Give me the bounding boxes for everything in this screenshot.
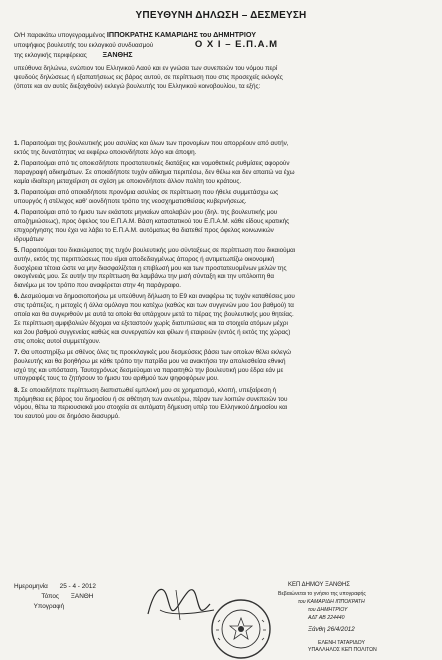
paragraph-line <box>14 227 430 236</box>
paragraph-line <box>14 160 430 169</box>
paragraph-text: πρόμηθεια εις βάρος του δημοσίου ή σε αθέτηση των ανωτέρω, πέραν των λοιπών συνεπειών του <box>14 395 288 403</box>
paragraph-text: Παραιτούμαι της βουλευτικής μου ασυλίας και όλων των προνομίων που απορρέουν από αυτήν, <box>21 140 289 147</box>
paragraph-line <box>14 247 430 256</box>
paragraph-line <box>14 265 430 274</box>
paragraph-text: και 2ου βαθμού συγγενείας καθώς και συνεργατών και φίλων ή εταιρειών (εντός ή εκτός της χώρας) <box>14 328 291 336</box>
paragraph-text: Παραιτούμαι από τις οποιεσδήποτε προστατευτικές διατάξεις και νομοθετικές ρυθμίσεις αφορούν <box>21 160 290 168</box>
signature-label: Υπογραφή <box>33 603 64 610</box>
paragraph-line <box>14 189 430 198</box>
paragraph-text: στις οποίες αυτοί συμμετέχουν. <box>14 337 101 345</box>
paragraph-line <box>14 329 430 338</box>
paragraph <box>14 160 430 187</box>
paragraph-line <box>14 404 430 413</box>
paragraph-text: οικογένειάς μου. Σε αυτήν την περίπτωση θα λαμβάνω την μισή σύνταξη και την υπόλοιπη θα <box>14 273 275 281</box>
stamp-officer: ΕΛΕΝΗ ΤΑΤΑΡΙΔΟΥ <box>318 640 365 646</box>
paragraph-text: Σε περίπτωση αμφιβολιών δέχομαι να εξεταστούν χωρίς διατυπώσεις και τα στοιχεία ατόμων μέχρι <box>14 319 288 327</box>
paragraph-line <box>14 367 430 376</box>
paragraph-number: 7. <box>14 348 20 356</box>
declarant-name: ΙΠΠΟΚΡΑΤΗΣ ΚΑΜΑΡΙΔΗΣ του ΔΗΜΗΤΡΙΟΥ <box>106 30 257 39</box>
paragraph-line <box>14 311 430 320</box>
paragraph-text: Παραιτούμαι του δικαιώματος της τυχόν βουλευτικής μου σύνταξεως σε περίπτωση που δικαιούμαι <box>21 246 296 254</box>
paragraph-text: αποζημιώσεως), προς όφελος του Ε.Π.Α.Μ. Βάση καταστατικού του Ε.Π.Α.Μ. κάθε είδους κρατικής <box>14 217 290 225</box>
paragraph <box>14 189 430 207</box>
paragraph-line <box>14 256 430 265</box>
paragraph-text: Παραιτούμαι από οποιαδήποτε προνόμια ασυλίας σε περίπτωση που ήθελε συμμετάσχω ως <box>21 189 279 196</box>
signature-row <box>14 602 96 612</box>
intro-line-5: ψευδούς δηλώσεως ή εξαπατήσεως εις βάρος αυτού, σε περίπτωση που στις προσεχείς εκλογές <box>14 73 283 81</box>
paragraph-number: 5. <box>14 246 20 254</box>
paragraph-line <box>14 169 430 178</box>
intro-line-3 <box>14 50 430 60</box>
electoral-region: ΞΑΝΘΗΣ <box>102 50 133 60</box>
paragraph-number: 6. <box>14 293 20 301</box>
paragraph-text: υπογραφές τους το ζητήσουν το ήμισυ του αριθμού των ψηφοφόρων μου. <box>14 375 219 383</box>
paragraph-text: βουλευτής και θα βοηθήσω με κάθε τρόπο την πατρίδα μου να ανακτήσει την απολεσθείσα εθνική <box>14 357 286 365</box>
intro-text: υποψήφιος βουλευτής του εκλογικού συνδυασμού <box>14 42 154 50</box>
authentication-stamp <box>268 582 428 656</box>
paragraph-line <box>14 358 430 367</box>
paragraph-number: 8. <box>14 386 20 394</box>
intro-line-1 <box>14 30 430 40</box>
paragraph-text: διανέμω με τον τρόπο που αναφέρεται στην 4η παράγραφο. <box>14 282 181 290</box>
place-value: ΞΑΝΘΗ <box>70 593 94 600</box>
paragraph-text: υπουργός ή στέλεχος καθ' οιονδήποτε τρόπο της νεοσχηματισθείσας κυβερνήσεως. <box>14 197 247 205</box>
paragraph-text: Σε οποιαδήποτε περίπτωση διαπιστωθεί εμπλοκή μου σε χρηματισμό, κλοπή, υπεξαίρεση ή <box>21 386 277 394</box>
paragraph-text: αυτήν, εκτός της περιπτώσεως που είμαι αποδεδειγμένως άπορος ή αντιμετωπίζω οικονομική <box>14 255 275 263</box>
place-row <box>14 592 96 602</box>
date-value: 25 - 4 - 2012 <box>59 583 96 590</box>
paragraph <box>14 209 430 244</box>
intro-block <box>14 30 430 91</box>
stamp-father: του ΔΗΜΗΤΡΙΟΥ <box>308 607 348 613</box>
stamp-id: ΑΔΤ ΑΒ 224440 <box>308 615 345 621</box>
paragraph-number: 4. <box>14 209 20 217</box>
paragraph-text: Θα υποστηρίξω με σθένος όλες τις προεκλογικές μου δεσμεύσεις βάσει των οποίων θέλει εκλεγώ <box>21 348 292 356</box>
municipality-seal-icon <box>210 598 272 660</box>
paragraph-line <box>14 413 430 422</box>
paragraph-text: Δεσμεύομαι να δημοσιοποιήσω με υπεύθυνη δήλωση το Ε9 και αναφέρω τις τυχόν καταθέσεις μου <box>20 293 295 301</box>
paragraph-line <box>14 178 430 187</box>
handwritten-signature <box>140 570 220 630</box>
paragraph-line <box>14 236 430 245</box>
date-label: Ημερομηνία <box>14 583 48 590</box>
paragraph-line <box>14 293 430 302</box>
paragraph-line <box>14 218 430 227</box>
paragraph-text: καμία ιδιαίτερη μεταχείριση σε σχέση με οποιονδήποτε άλλον πολίτη του κράτους. <box>14 177 242 185</box>
paragraph-number: 1. <box>14 140 20 147</box>
paragraph-text: δυσχέρεια τέτοια ώστε να μην διασφαλίζεται η επιβίωσή μου και των προστατευομένων μελών της <box>14 264 287 272</box>
paragraph-text: στις τράπεζες, η μετοχές ή άλλα ομόλογα που κατέχω (καθώς και των συγγενών μου 1ου βαθμού) τα <box>14 302 294 310</box>
stamp-person: του ΚΑΜΑΡΙΔΗ ΙΠΠΟΚΡΑΤΗ <box>298 599 365 605</box>
paragraph-text: νόμου, θέτω τα περιουσιακά μου στοιχεία σε αυτόματη δήμευση υπέρ του Ελληνικού Δημοσίου και <box>14 404 288 412</box>
stamp-date: Ξάνθη 26/4/2012 <box>308 626 355 633</box>
paragraph-text: του εαυτού μου σε δημόσιο διασυρμό. <box>14 413 120 421</box>
paragraph <box>14 293 430 346</box>
paragraph <box>14 140 430 158</box>
stamp-role: ΥΠΑΛΛΗΛΟΣ ΚΕΠ ΠΟΛΙΤΩΝ <box>308 647 377 653</box>
intro-text: Ο/Η παρακάτω υπογεγραμμένος <box>14 32 106 39</box>
paragraph-line <box>14 387 430 396</box>
paragraph-line <box>14 320 430 329</box>
paragraph-line <box>14 375 430 384</box>
paragraph-line <box>14 149 430 158</box>
paragraph-line <box>14 302 430 311</box>
intro-line-4: υπεύθυνα δηλώνω, ενώπιον του Ελληνικού Λαού και εν γνώσει των συνεπειών του νόμου περί <box>14 64 278 72</box>
document-title: ΥΠΕΥΘΥΝΗ ΔΗΛΩΣΗ – ΔΕΣΜΕΥΣΗ <box>135 10 307 21</box>
paragraph-line <box>14 396 430 405</box>
party-name: Ο Χ Ι – Ε.Π.Α.Μ <box>194 40 279 51</box>
intro-line-6: (όποτε και αν αυτές διεξαχθούν) εκλεγώ βουλευτής του Ελληνικού κοινοβουλίου, τα εξής: <box>14 83 261 91</box>
paragraph-number: 2. <box>14 160 20 168</box>
paragraph-text: οποία και θα συγκριθούν με αυτά τα οποία θα υπάρχουν μετά το πέρας της βουλευτικής μου θητείας. <box>14 311 294 319</box>
paragraph-line <box>14 198 430 207</box>
paragraph-text: παραγραφή αδικημάτων. Σε οποιαδήποτε τυχόν αδίκημα περιπέσω, δεν θέλω και δεν απαιτώ να έχω <box>14 168 295 176</box>
paragraph-number: 3. <box>14 189 20 196</box>
paragraphs <box>14 140 430 424</box>
place-label: Τόπος <box>41 593 59 600</box>
paragraph-text: Παραιτούμαι από το ήμισυ των εκάστοτε μηνιαίων απολαβών μου (δηλ. της βουλευτικής μου <box>21 209 278 217</box>
paragraph-text: εκτός της δυνατότητας να εκφέρω οποιονδήποτε λόγο και άποψη. <box>14 148 197 156</box>
stamp-certification: Βεβαιώνεται το γνήσιο της υπογραφής <box>278 591 366 597</box>
intro-text: της εκλογικής περιφέρειας <box>14 52 87 60</box>
paragraph-line <box>14 338 430 347</box>
paragraph <box>14 387 430 422</box>
paragraph-line <box>14 140 430 149</box>
stamp-office: ΚΕΠ ΔΗΜΟΥ ΞΑΝΘΗΣ <box>288 582 350 588</box>
paragraph <box>14 349 430 384</box>
footer-block <box>14 582 96 612</box>
paragraph-text: επιχορήγησης που έχει να λάβει το Ε.Π.Α.Μ. αυτόματως θα διατεθεί προς όφελος κοινωνικών <box>14 226 274 234</box>
paragraph-line <box>14 282 430 291</box>
paragraph <box>14 247 430 291</box>
paragraph-line <box>14 349 430 358</box>
paragraph-text: ιδρυμάτων <box>14 235 44 243</box>
paragraph-line <box>14 209 430 218</box>
date-row <box>14 582 96 592</box>
intro-line-2 <box>14 40 430 50</box>
paragraph-line <box>14 273 430 282</box>
paragraph-text: ισχύ της και υπόσταση. Ταυτοχρόνως δεσμεύομαι να παραιτηθώ την βουλευτική μου έδρα εάν με <box>14 366 284 374</box>
